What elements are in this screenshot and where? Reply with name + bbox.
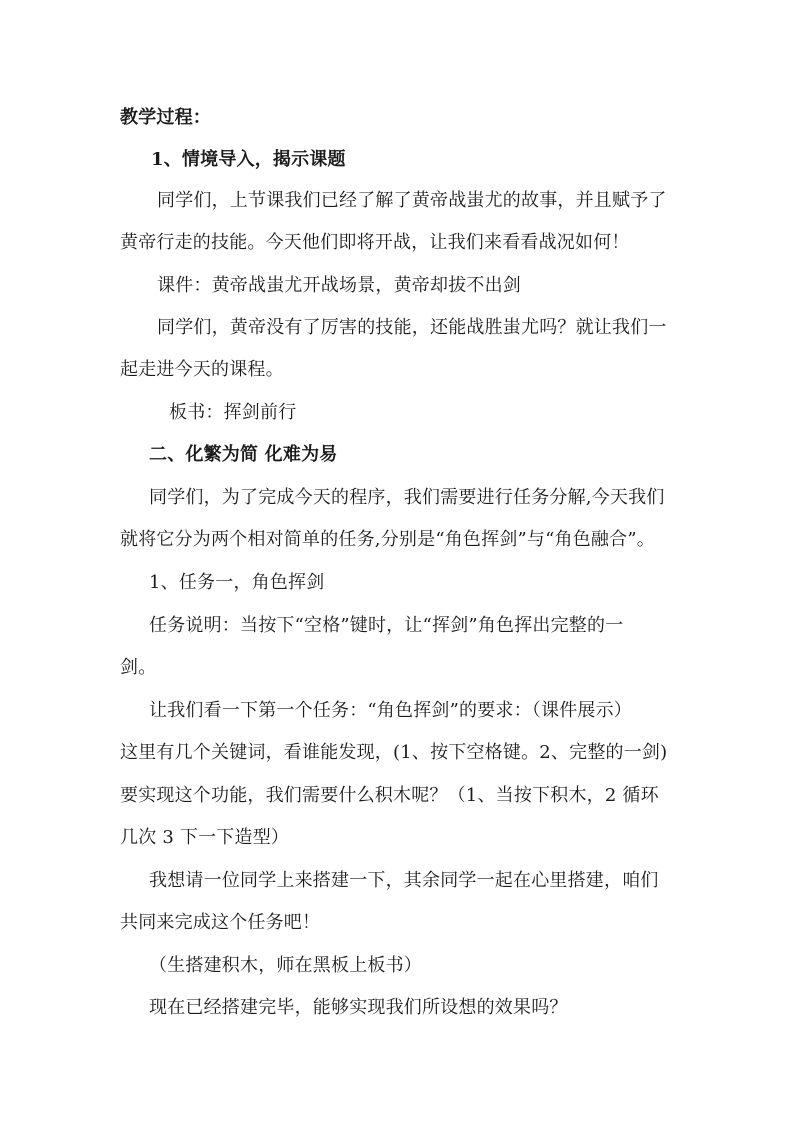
board-writing-note: 板书：挥剑前行 [169,402,297,423]
section-1-paragraph-1-line-2: 黄帝行走的技能。今天他们即将开战，让我们来看看战况如何！ [120,232,630,253]
section-2-paragraph-2-line-2: 这里有几个关键词，看谁能发现，(1、按下空格键。2、完整的一剑) [120,742,668,763]
section-2-paragraph-5: 现在已经搭建完毕，能够实现我们所设想的效果吗？ [149,997,568,1018]
section-2-paragraph-4: （生搭建积木，师在黑板上板书） [149,955,422,976]
section-2-title: 二、化繁为简 化难为易 [149,444,338,465]
section-2-paragraph-2-line-1: 让我们看一下第一个任务：“角色挥剑”的要求：（课件展示） [149,700,633,721]
section-2-paragraph-3-line-2: 共同来完成这个任务吧！ [120,912,321,933]
task-description-line-1: 任务说明：当按下“空格”键时，让“挥剑”角色挥出完整的一 [149,615,624,636]
section-2-paragraph-1-line-1: 同学们，为了完成今天的程序，我们需要进行任务分解,今天我们 [149,487,665,508]
task-1-title: 1、任务一，角色挥剑 [149,572,325,593]
courseware-note: 课件：黄帝战蚩尤开战场景，黄帝却拔不出剑 [157,275,521,296]
section-2-paragraph-2-line-3: 要实现这个功能，我们需要什么积木呢？（1、当按下积木，2 循环 [120,785,659,806]
section-1-paragraph-1-line-1: 同学们，上节课我们已经了解了黄帝战蚩尤的故事，并且赋予了 [157,190,667,211]
process-heading: 教学过程： [120,107,211,128]
section-2-paragraph-1-line-2: 就将它分为两个相对简单的任务,分别是“角色挥剑”与“角色融合”。 [120,529,655,550]
section-1-paragraph-2-line-2: 起走进今天的课程。 [120,359,284,380]
section-2-paragraph-2-line-4: 几次 3 下一下造型） [120,827,290,848]
task-description-line-2: 剑。 [120,657,157,678]
section-1-paragraph-2-line-1: 同学们，黄帝没有了厉害的技能，还能战胜蚩尤吗？就让我们一 [157,317,667,338]
section-2-paragraph-3-line-1: 我想请一位同学上来搭建一下，其余同学一起在心里搭建，咱们 [149,870,659,891]
section-1-title: 1、情境导入，揭示课题 [151,149,346,170]
